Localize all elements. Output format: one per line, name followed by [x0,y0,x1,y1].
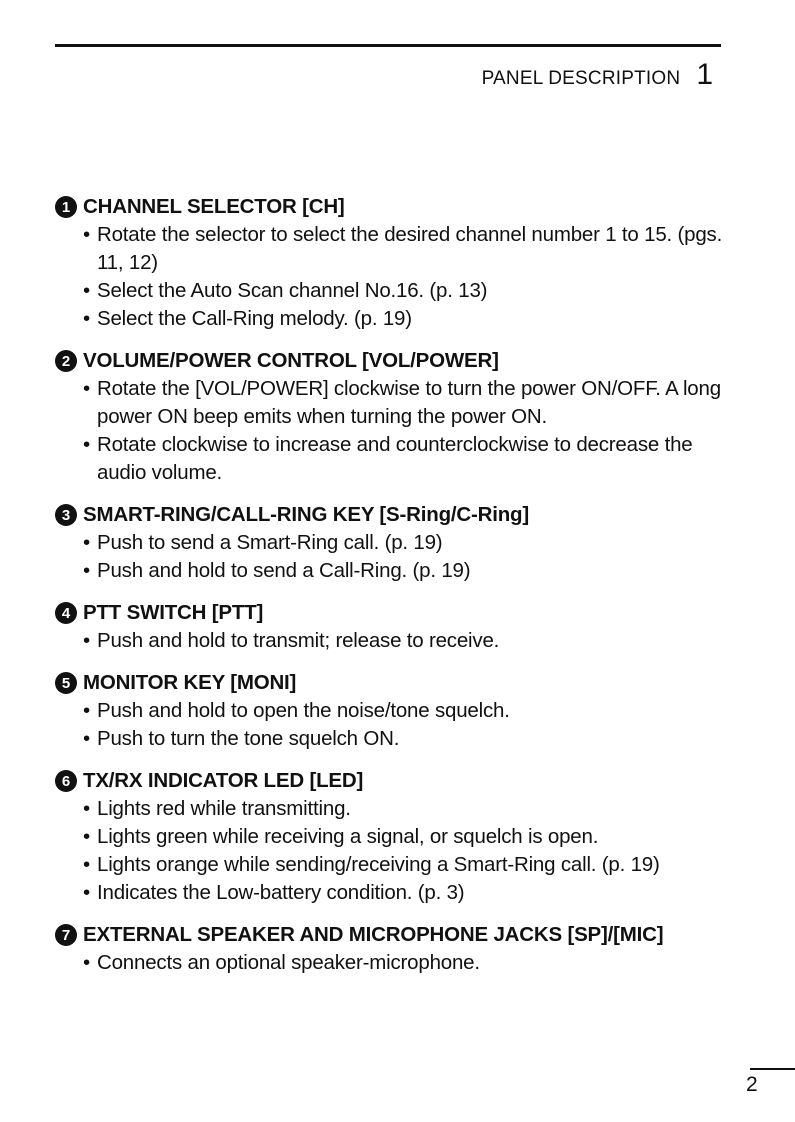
section-heading [55,767,725,795]
section-title: PTT SWITCH [PTT] [83,601,264,624]
list-item: • Lights orange while sending/receiving a Smart-Ring call. (p. 19) [83,853,660,876]
section-smart-ring-key [55,501,725,585]
section-title: CHANNEL SELECTOR [CH] [83,195,345,218]
section-monitor-key [55,669,725,753]
panel-description-list [55,193,725,991]
section-heading [55,921,725,949]
chapter-number: 1 [696,58,713,91]
section-heading [55,669,725,697]
list-item: • Select the Auto Scan channel No.16. (p. 13) [83,279,488,302]
item-list [55,375,725,487]
section-external-jacks [55,921,725,977]
section-heading [55,501,725,529]
section-ptt-switch [55,599,725,655]
list-item: • Push to turn the tone squelch ON. [83,727,400,750]
number-badge-icon: 6 [55,770,77,792]
list-item: • Rotate the selector to select the desired channel number 1 to 15. (pgs. 11, 12) [83,223,723,274]
item-list [55,697,725,753]
item-list [55,795,725,907]
section-tx-rx-led [55,767,725,907]
list-item: • Rotate the [VOL/POWER] clockwise to turn the power ON/OFF. A long power ON beep emits when turning the power ON. [83,377,721,428]
section-title: VOLUME/POWER CONTROL [VOL/POWER] [83,349,499,372]
top-rule [55,44,721,47]
section-heading [55,193,725,221]
list-item: • Rotate clockwise to increase and counterclockwise to decrease the audio volume. [83,433,693,484]
list-item: • Push to send a Smart-Ring call. (p. 19) [83,531,443,554]
page-number: 2 [746,1073,758,1096]
number-badge-icon: 2 [55,350,77,372]
section-volume-power [55,347,725,487]
list-item: • Push and hold to send a Call-Ring. (p. 19) [83,559,471,582]
list-item: • Indicates the Low-battery condition. (p. 3) [83,881,465,904]
list-item: • Connects an optional speaker-microphone. [83,951,480,974]
section-title: MONITOR KEY [MONI] [83,671,297,694]
item-list [55,529,725,585]
footer-rule [750,1068,795,1070]
page-header [482,58,713,92]
item-list [55,221,725,333]
list-item: • Lights red while transmitting. [83,797,351,820]
section-title: SMART-RING/CALL-RING KEY [S-Ring/C-Ring] [83,503,529,526]
list-item: • Lights green while receiving a signal, or squelch is open. [83,825,599,848]
section-heading [55,599,725,627]
item-list [55,949,725,977]
section-title: EXTERNAL SPEAKER AND MICROPHONE JACKS [SP]/[MIC] [83,923,664,946]
number-badge-icon: 5 [55,672,77,694]
list-item: • Push and hold to open the noise/tone squelch. [83,699,510,722]
number-badge-icon: 7 [55,924,77,946]
section-channel-selector [55,193,725,333]
item-list [55,627,725,655]
number-badge-icon: 3 [55,504,77,526]
section-heading [55,347,725,375]
number-badge-icon: 4 [55,602,77,624]
header-title: PANEL DESCRIPTION [481,68,681,89]
list-item: • Push and hold to transmit; release to receive. [83,629,500,652]
section-title: TX/RX INDICATOR LED [LED] [83,769,364,792]
list-item: • Select the Call-Ring melody. (p. 19) [83,307,412,330]
number-badge-icon: 1 [55,196,77,218]
